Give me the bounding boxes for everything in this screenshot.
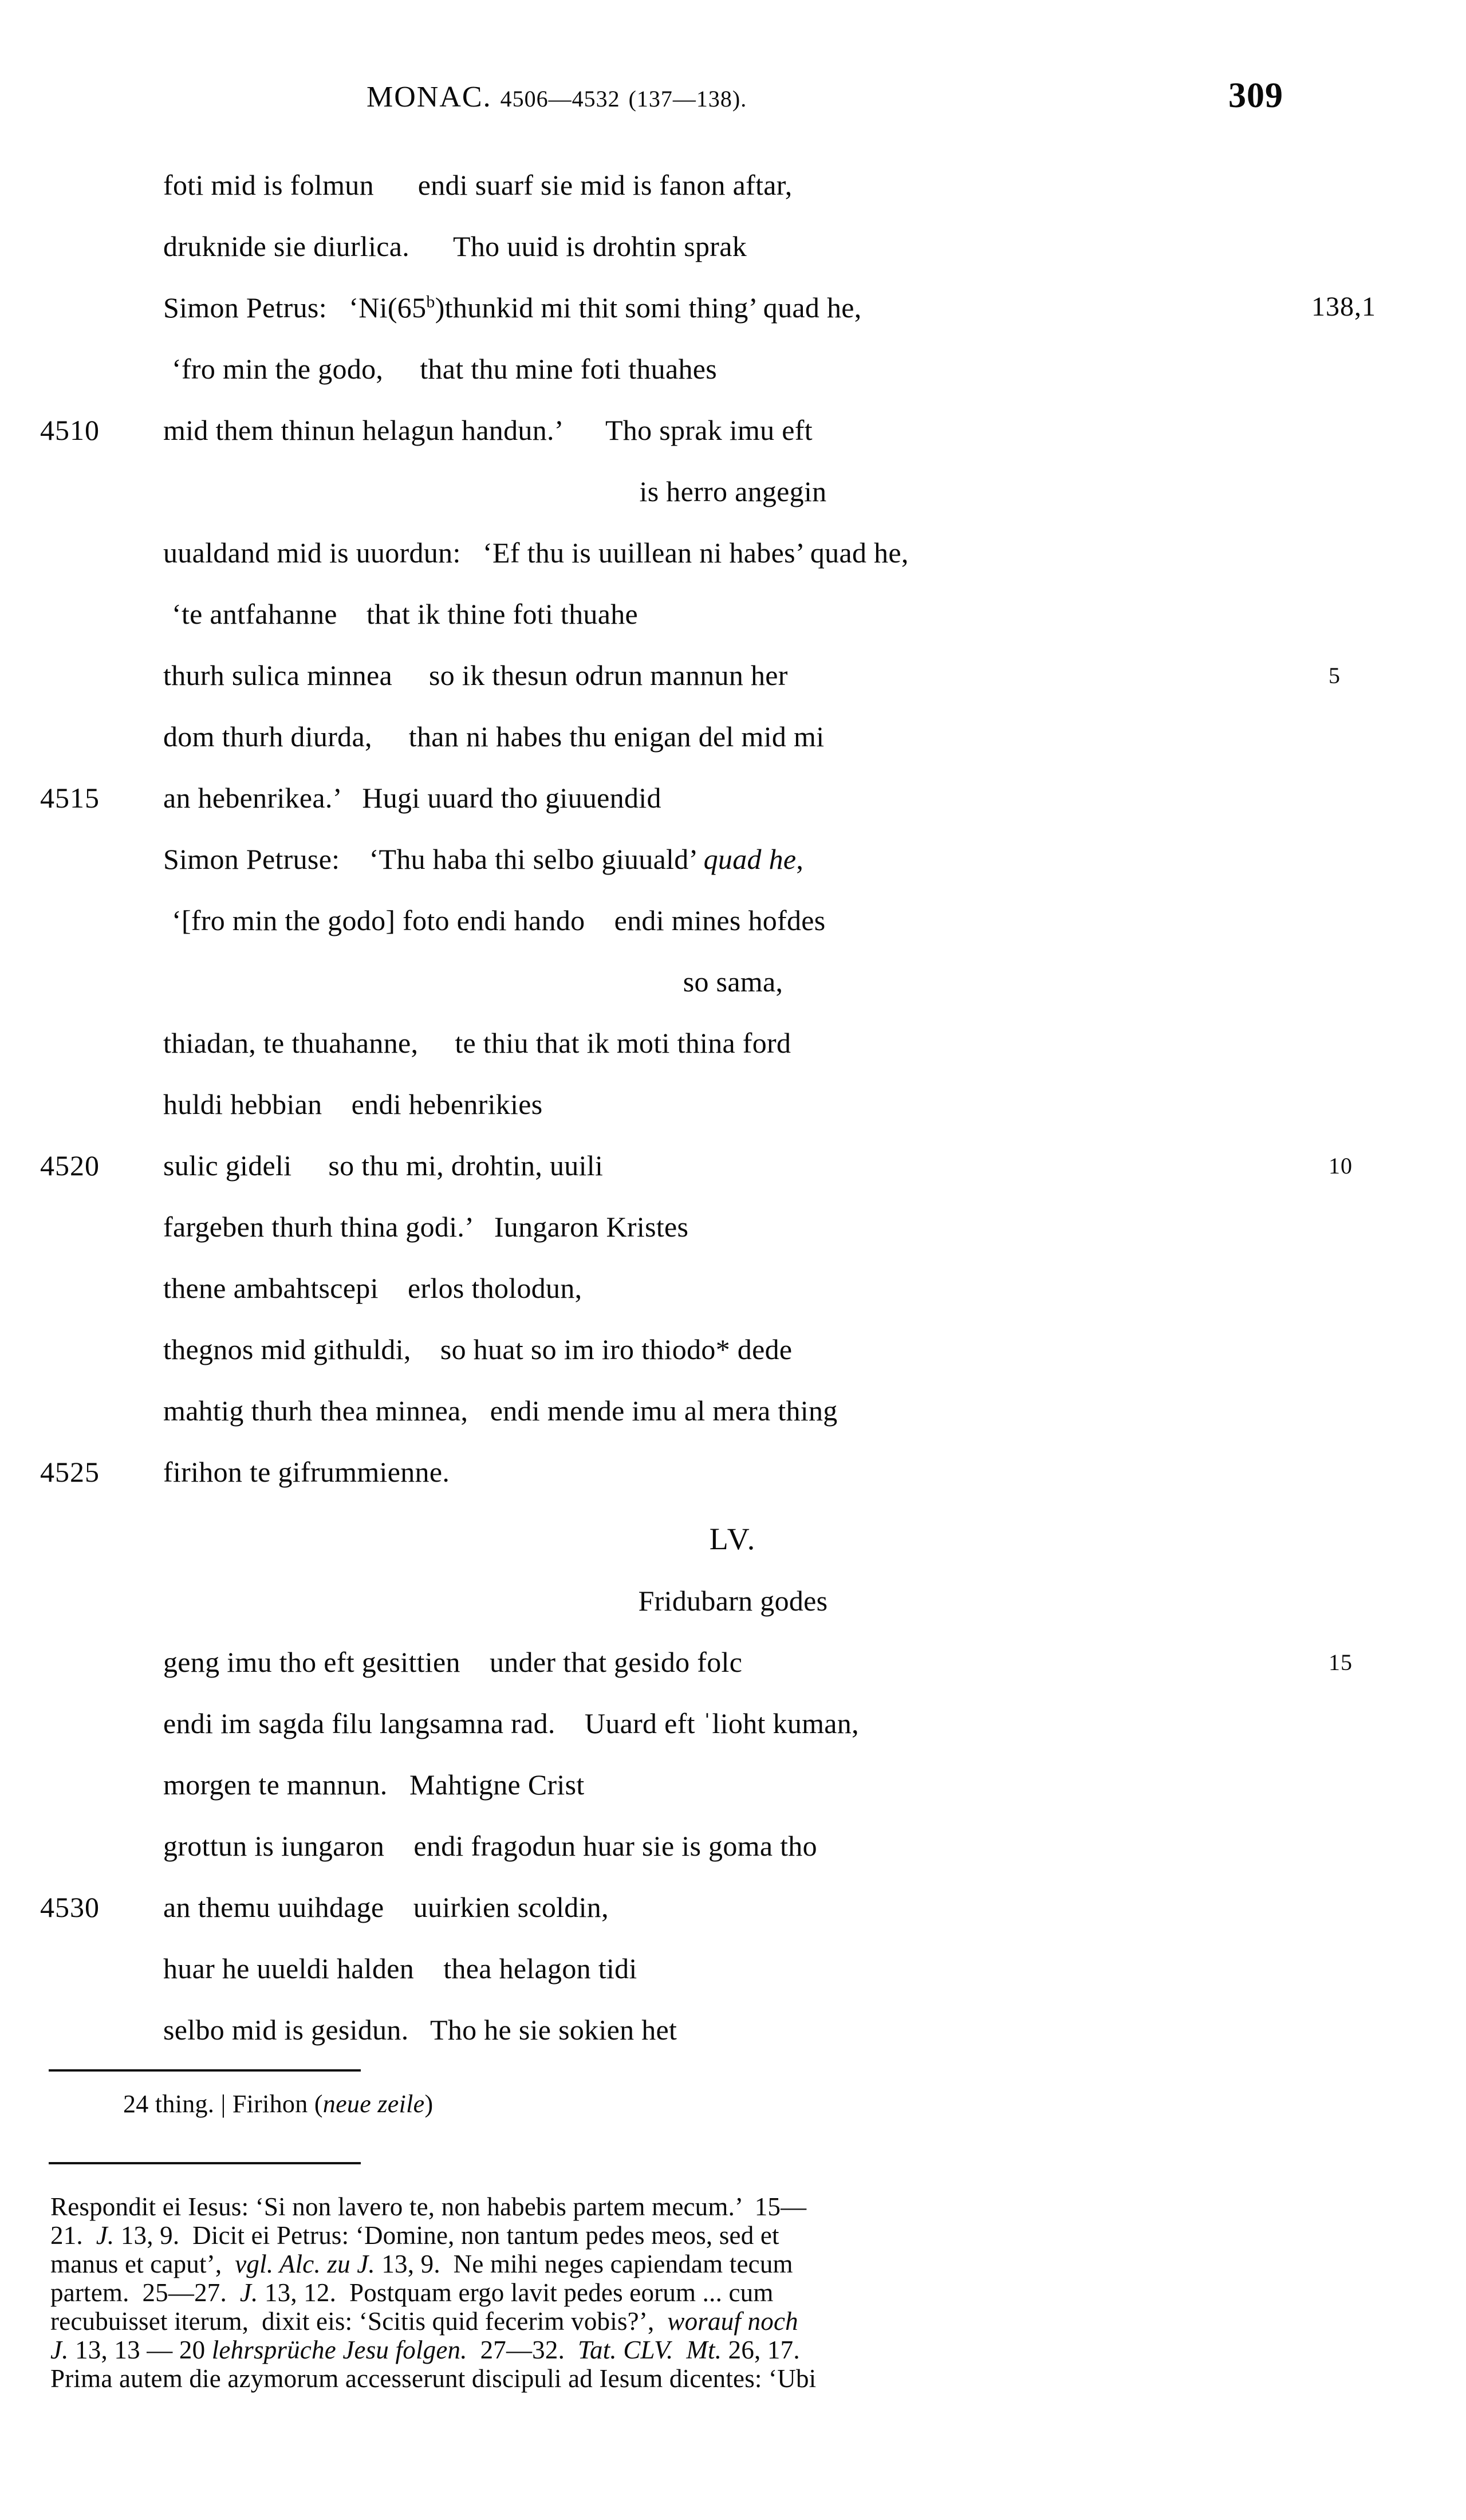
verse-text: Simon Petrus: ‘Ni(65$^b$)thunkid mi thit somi thing’ quad he,: [163, 292, 862, 324]
verse-number: 4520: [40, 1149, 100, 1182]
running-head-verse-range: 4506—4532: [500, 86, 620, 112]
verse-line: [0, 534, 1466, 595]
footnote-line: J. 13, 13 — 20 lehrsprüche Jesu folgen. 27—32. Tat. CLV. Mt. 26, 17.: [50, 2336, 800, 2364]
verse-number: 4525: [40, 1456, 100, 1488]
source-footnote: [50, 2192, 1419, 2393]
verse-line: [0, 1643, 1466, 1704]
verse-line: [0, 901, 1466, 963]
verse-text: mahtig thurh thea minnea, endi mende imu al mera thing: [163, 1395, 838, 1427]
verse-text: Fridubarn godes: [638, 1585, 828, 1617]
footnote-line: manus et caput’, vgl. Alc. zu J. 13, 9. Ne mihi neges capiendam tecum: [50, 2250, 793, 2278]
verse-text: thene ambahtscepi erlos tholodun,: [163, 1272, 582, 1304]
verse-text: huldi hebbian endi hebenrikies: [163, 1088, 543, 1120]
verse-line: [0, 595, 1466, 656]
verse-line: [0, 1269, 1466, 1330]
verse-line: [0, 1704, 1466, 1766]
marginal-line-number: 15: [1329, 1649, 1353, 1675]
verse-number: 4510: [40, 414, 100, 446]
verse-text: ‘te antfahanne that ik thine foti thuahe: [172, 598, 638, 630]
verse-text: mid them thinun helagun handun.’ Tho sprak imu eft: [163, 414, 813, 446]
verse-text: geng imu tho eft gesittien under that gesido folc: [163, 1646, 743, 1678]
verse-text: so sama,: [683, 966, 783, 998]
marginal-line-number: 5: [1329, 663, 1341, 688]
verse-text: Simon Petruse: ‘Thu haba thi selbo giuuald’ quad he,: [163, 843, 804, 875]
apparatus-note: 24 thing. | Firihon (neue zeile): [123, 2090, 434, 2118]
marginal-line-number: 138,1: [1311, 292, 1376, 322]
verse-line: [0, 350, 1466, 411]
verse-number: 4530: [40, 1891, 100, 1923]
apparatus-rule-top: [49, 2069, 361, 2072]
verse-line: [0, 1208, 1466, 1269]
apparatus-rule-bottom: [49, 2162, 361, 2164]
footnote-line: recubuisset iterum, dixit eis: ‘Scitis quid fecerim vobis?’, worauf noch: [50, 2307, 798, 2336]
verse-text: is herro angegin: [639, 475, 827, 507]
footnote-line: Respondit ei Iesus: ‘Si non lavero te, non habebis partem mecum.’ 15—: [50, 2192, 807, 2221]
footnote-line: 21. J. 13, 9. Dicit ei Petrus: ‘Domine, non tantum pedes meos, sed et: [50, 2221, 779, 2250]
verse-text: foti mid is folmun endi suarf sie mid is fanon aftar,: [163, 169, 793, 201]
verse-text: druknide sie diurlica. Tho uuid is drohtin sprak: [163, 230, 747, 262]
running-head-work: MONAC.: [366, 81, 492, 113]
verse-text: ‘fro min the godo, that thu mine foti thuahes: [172, 353, 718, 385]
verse-text: sulic gideli so thu mi, drohtin, uuili: [163, 1149, 604, 1182]
verse-text: uualdand mid is uuordun: ‘Ef thu is uuillean ni habes’ quad he,: [163, 537, 909, 569]
verse-text: thurh sulica minnea so ik thesun odrun mannun her: [163, 659, 788, 691]
verse-text: selbo mid is gesidun. Tho he sie sokien het: [163, 2014, 677, 2046]
verse-text: thiadan, te thuahanne, te thiu that ik moti thina ford: [163, 1027, 791, 1059]
verse-line: [0, 1582, 1466, 1643]
verse-line: [0, 1453, 1466, 1514]
running-head-folio-range: (137—138).: [628, 86, 747, 112]
verse-line: [0, 1147, 1466, 1208]
verse-line: [0, 1827, 1466, 1888]
footnote-line: Prima autem die azymorum accesserunt discipuli ad Iesum dicentes: ‘Ubi: [50, 2364, 817, 2393]
verse-line: [0, 166, 1466, 227]
running-head-title: [366, 80, 747, 114]
verse-line: [0, 1888, 1466, 1950]
verse-body: [0, 166, 1466, 2072]
verse-line: [0, 840, 1466, 901]
running-head: [0, 76, 1466, 126]
verse-line: [0, 411, 1466, 472]
verse-line: [0, 718, 1466, 779]
page-number: 309: [1228, 76, 1283, 115]
verse-line: [0, 1950, 1466, 2011]
verse-line: [0, 1392, 1466, 1453]
chapter-heading-line: [0, 1514, 1466, 1582]
verse-line: [0, 227, 1466, 289]
verse-text: grottun is iungaron endi fragodun huar sie is goma tho: [163, 1830, 817, 1862]
verse-text: an themu uuihdage uuirkien scoldin,: [163, 1891, 609, 1923]
verse-text: firihon te gifrummienne.: [163, 1456, 450, 1488]
verse-line: [0, 963, 1466, 1024]
verse-line: [0, 472, 1466, 534]
verse-text: thegnos mid githuldi, so huat so im iro thiodo* dede: [163, 1333, 793, 1365]
verse-line: [0, 289, 1466, 350]
verse-text: an hebenrikea.’ Hugi uuard tho giuuendid: [163, 782, 661, 814]
verse-line: [0, 656, 1466, 718]
verse-line: [0, 2011, 1466, 2072]
verse-text: ‘[fro min the godo] foto endi hando endi mines hofdes: [172, 904, 826, 936]
verse-number: 4515: [40, 782, 100, 814]
verse-text: huar he uueldi halden thea helagon tidi: [163, 1952, 637, 1984]
verse-line: [0, 1024, 1466, 1085]
footnote-line: partem. 25—27. J. 13, 12. Postquam ergo lavit pedes eorum ... cum: [50, 2278, 774, 2307]
chapter-heading: LV.: [709, 1522, 757, 1556]
verse-line: [0, 1766, 1466, 1827]
verse-line: [0, 1085, 1466, 1147]
marginal-line-number: 10: [1329, 1153, 1353, 1179]
verse-text: fargeben thurh thina godi.’ Iungaron Kristes: [163, 1211, 689, 1243]
verse-text: dom thurh diurda, than ni habes thu enigan del mid mi: [163, 720, 825, 753]
verse-text: endi im sagda filu langsamna rad. Uuard eft ˈlioht kuman,: [163, 1707, 859, 1739]
verse-line: [0, 779, 1466, 840]
verse-text: morgen te mannun. Mahtigne Crist: [163, 1769, 585, 1801]
verse-line: [0, 1330, 1466, 1392]
